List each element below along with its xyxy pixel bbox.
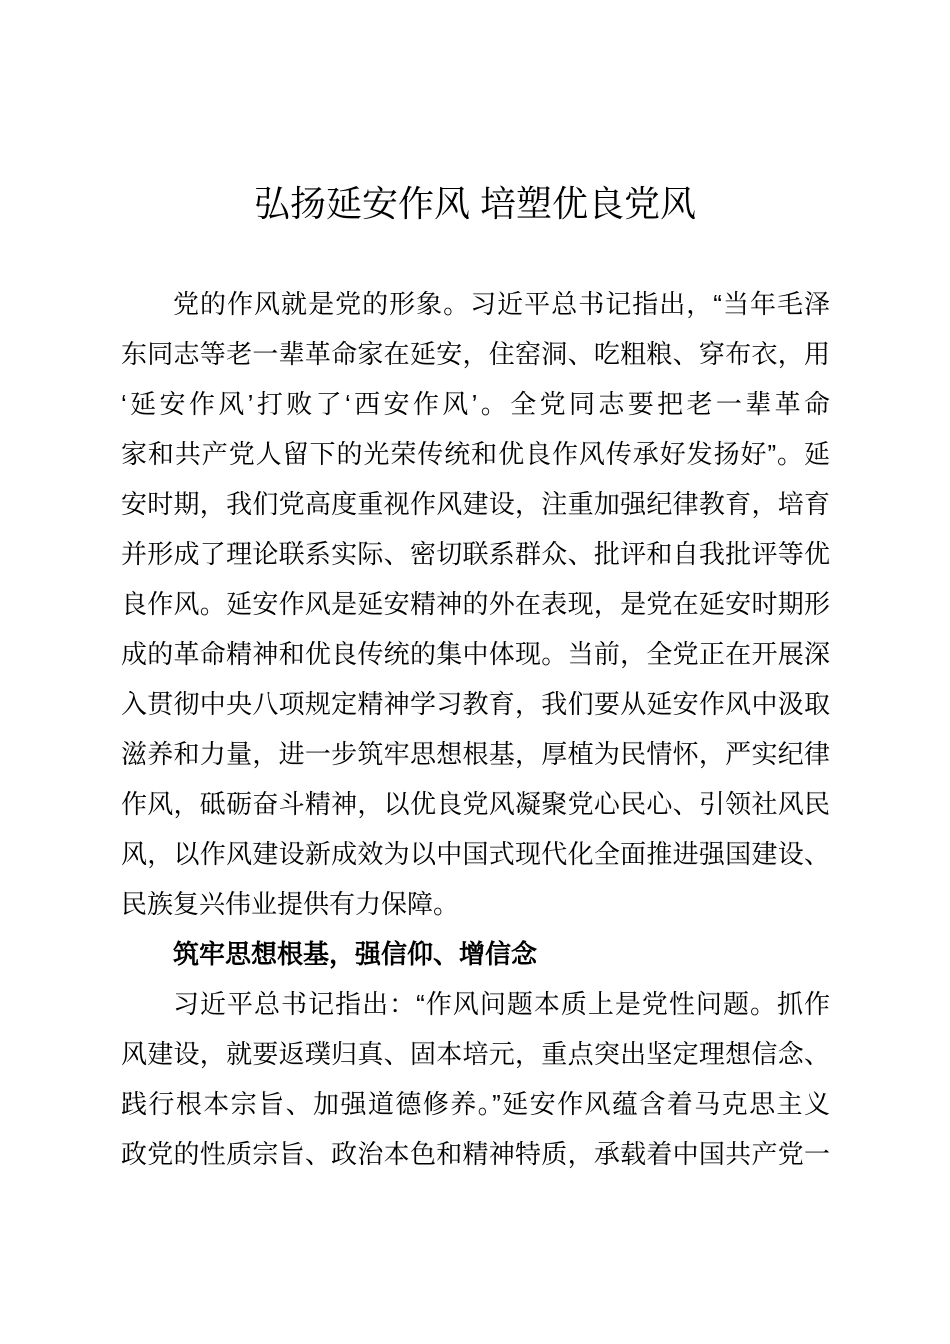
section-subheading: 筑牢思想根基，强信仰、增信念 — [173, 939, 538, 969]
text-line: ‘延安作风’打败了‘西安作风’。全党同志要把老一辈革命 — [121, 389, 830, 419]
text-line: 并形成了理论联系实际、密切联系群众、批评和自我批评等优 — [121, 539, 830, 569]
text-line: 良作风。延安作风是延安精神的外在表现，是党在延安时期形 — [121, 589, 830, 619]
text-line: 民族复兴伟业提供有力保障。 — [121, 889, 460, 919]
text-line: 风，以作风建设新成效为以中国式现代化全面推进强国建设、 — [121, 839, 830, 869]
text-line: 政党的性质宗旨、政治本色和精神特质，承载着中国共产党一 — [121, 1139, 830, 1169]
text-line: 风建设，就要返璞归真、固本培元，重点突出坚定理想信念、 — [121, 1039, 830, 1069]
text-line: 家和共产党人留下的光荣传统和优良作风传承好发扬好”。延 — [121, 439, 830, 469]
text-line: 成的革命精神和优良传统的集中体现。当前，全党正在开展深 — [121, 639, 830, 669]
document-body — [121, 279, 830, 1179]
text-line: 党的作风就是党的形象。习近平总书记指出，“当年毛泽 — [173, 289, 830, 319]
text-line: 滋养和力量，进一步筑牢思想根基，厚植为民情怀，严实纪律 — [121, 739, 830, 769]
text-line: 践行根本宗旨、加强道德修养。”延安作风蕴含着马克思主义 — [121, 1089, 830, 1119]
text-line: 东同志等老一辈革命家在延安，住窑洞、吃粗粮、穿布衣，用 — [121, 339, 830, 369]
text-line: 习近平总书记指出：“作风问题本质上是党性问题。抓作 — [173, 989, 830, 1019]
document-title: 弘扬延安作风 培塑优良党风 — [253, 183, 696, 224]
text-line: 作风，砥砺奋斗精神，以优良党风凝聚党心民心、引领社风民 — [121, 789, 830, 819]
text-line: 入贯彻中央八项规定精神学习教育，我们要从延安作风中汲取 — [121, 689, 830, 719]
text-line: 安时期，我们党高度重视作风建设，注重加强纪律教育，培育 — [121, 489, 830, 519]
